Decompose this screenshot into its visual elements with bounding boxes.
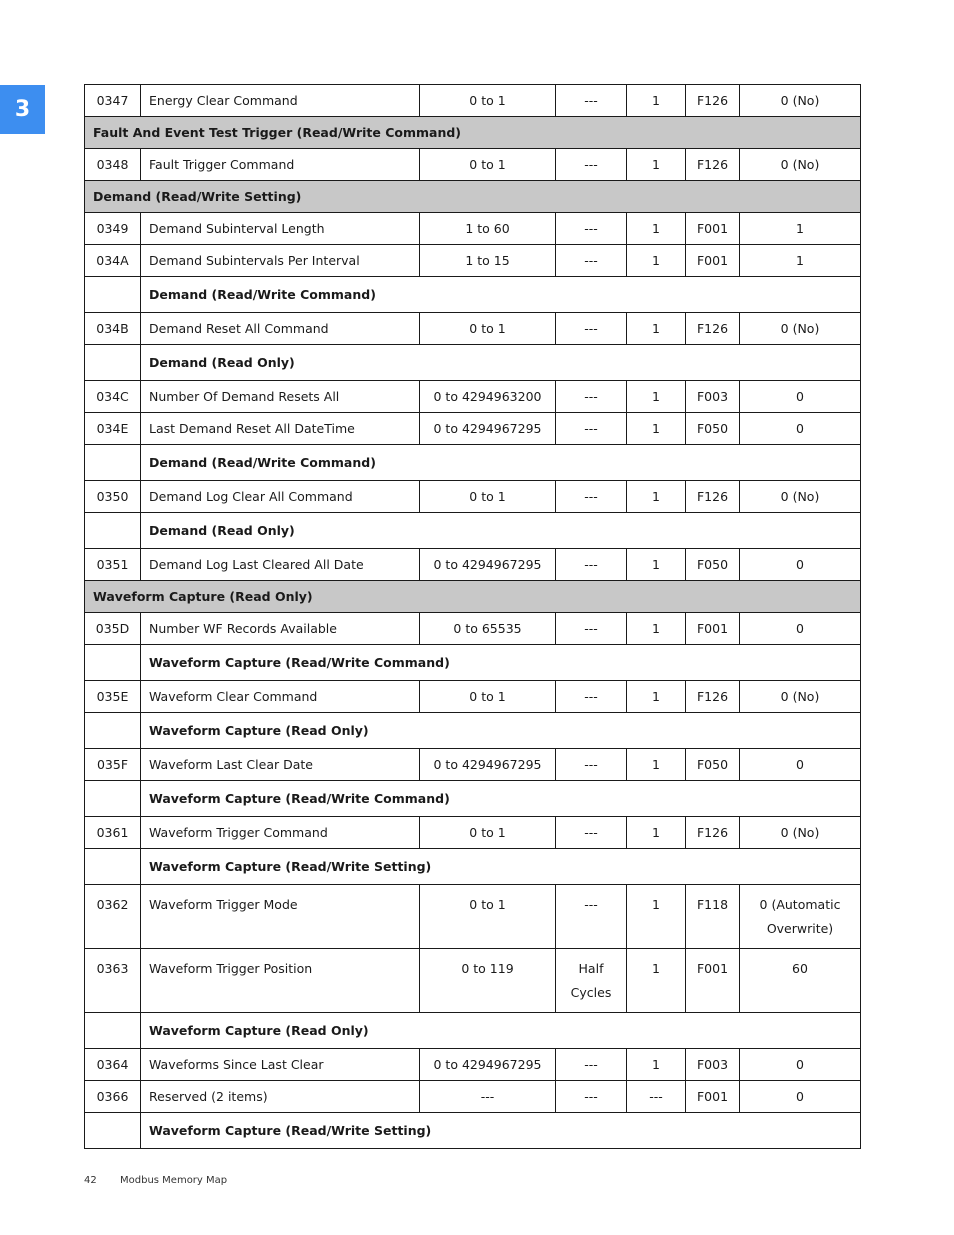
default-cell: 0 (Automatic Overwrite): [740, 885, 861, 949]
table-row: [85, 85, 861, 117]
description-cell: Waveforms Since Last Clear: [141, 1049, 420, 1081]
format-cell: F050: [686, 749, 740, 781]
subheader-label: Waveform Capture (Read/Write Setting): [141, 849, 861, 885]
units-cell: ---: [556, 245, 627, 277]
subheader-label: Waveform Capture (Read/Write Command): [141, 781, 861, 817]
default-cell: 0: [740, 1049, 861, 1081]
format-cell: F126: [686, 681, 740, 713]
subheader-label: Waveform Capture (Read Only): [141, 1013, 861, 1049]
description-cell: Number WF Records Available: [141, 613, 420, 645]
units-cell: ---: [556, 1049, 627, 1081]
default-cell: 0 (No): [740, 681, 861, 713]
address-cell: 0350: [85, 481, 141, 513]
step-cell: 1: [627, 149, 686, 181]
step-cell: 1: [627, 613, 686, 645]
units-cell: ---: [556, 481, 627, 513]
chapter-number: 3: [14, 97, 31, 122]
format-cell: F126: [686, 817, 740, 849]
range-cell: 0 to 1: [420, 85, 556, 117]
address-cell: 0366: [85, 1081, 141, 1113]
address-cell: 035F: [85, 749, 141, 781]
range-cell: ---: [420, 1081, 556, 1113]
description-cell: Waveform Trigger Mode: [141, 885, 420, 949]
description-cell: Fault Trigger Command: [141, 149, 420, 181]
group-header-label: Demand (Read/Write Setting): [85, 181, 861, 213]
default-cell: 0 (No): [740, 149, 861, 181]
address-cell: 035E: [85, 681, 141, 713]
address-cell: 034B: [85, 313, 141, 345]
page-number: 42: [84, 1175, 97, 1186]
format-cell: F050: [686, 549, 740, 581]
subheader-empty-cell: [85, 645, 141, 681]
description-cell: Demand Log Clear All Command: [141, 481, 420, 513]
description-cell: Reserved (2 items): [141, 1081, 420, 1113]
format-cell: F126: [686, 481, 740, 513]
units-cell: ---: [556, 885, 627, 949]
format-cell: F126: [686, 149, 740, 181]
range-cell: 0 to 4294963200: [420, 381, 556, 413]
table-row: [85, 213, 861, 245]
step-cell: 1: [627, 949, 686, 1013]
default-cell: 0: [740, 381, 861, 413]
subheader-row: [85, 513, 861, 549]
group-header-row: [85, 581, 861, 613]
units-cell: ---: [556, 213, 627, 245]
range-cell: 0 to 4294967295: [420, 1049, 556, 1081]
table-row: [85, 949, 861, 1013]
address-cell: 0349: [85, 213, 141, 245]
range-cell: 0 to 1: [420, 481, 556, 513]
units-cell: ---: [556, 613, 627, 645]
step-cell: 1: [627, 749, 686, 781]
step-cell: 1: [627, 481, 686, 513]
range-cell: 1 to 15: [420, 245, 556, 277]
address-cell: 035D: [85, 613, 141, 645]
format-cell: F001: [686, 245, 740, 277]
units-cell: ---: [556, 85, 627, 117]
table-row: [85, 549, 861, 581]
address-cell: 0361: [85, 817, 141, 849]
subheader-empty-cell: [85, 1113, 141, 1149]
step-cell: 1: [627, 313, 686, 345]
format-cell: F001: [686, 949, 740, 1013]
table-row: [85, 613, 861, 645]
format-cell: F118: [686, 885, 740, 949]
format-cell: F003: [686, 1049, 740, 1081]
units-cell: ---: [556, 1081, 627, 1113]
description-cell: Number Of Demand Resets All: [141, 381, 420, 413]
range-cell: 0 to 1: [420, 681, 556, 713]
address-cell: 0348: [85, 149, 141, 181]
format-cell: F126: [686, 85, 740, 117]
default-cell: 0 (No): [740, 313, 861, 345]
group-header-row: [85, 181, 861, 213]
description-cell: Energy Clear Command: [141, 85, 420, 117]
step-cell: 1: [627, 413, 686, 445]
subheader-row: [85, 781, 861, 817]
step-cell: 1: [627, 817, 686, 849]
address-cell: 034C: [85, 381, 141, 413]
subheader-row: [85, 277, 861, 313]
subheader-label: Demand (Read Only): [141, 513, 861, 549]
default-cell: 0: [740, 549, 861, 581]
format-cell: F001: [686, 1081, 740, 1113]
range-cell: 0 to 4294967295: [420, 413, 556, 445]
address-cell: 0364: [85, 1049, 141, 1081]
subheader-empty-cell: [85, 849, 141, 885]
range-cell: 0 to 1: [420, 817, 556, 849]
default-cell: 0 (No): [740, 817, 861, 849]
group-header-label: Waveform Capture (Read Only): [85, 581, 861, 613]
subheader-label: Demand (Read/Write Command): [141, 277, 861, 313]
subheader-label: Waveform Capture (Read/Write Command): [141, 645, 861, 681]
default-cell: 0: [740, 613, 861, 645]
description-cell: Waveform Last Clear Date: [141, 749, 420, 781]
table-row: [85, 1049, 861, 1081]
default-cell: 1: [740, 245, 861, 277]
description-cell: Demand Subintervals Per Interval: [141, 245, 420, 277]
table-row: [85, 381, 861, 413]
table-row: [85, 681, 861, 713]
default-cell: 60: [740, 949, 861, 1013]
table-row: [85, 885, 861, 949]
subheader-row: [85, 1113, 861, 1149]
range-cell: 0 to 1: [420, 313, 556, 345]
subheader-label: Waveform Capture (Read Only): [141, 713, 861, 749]
subheader-empty-cell: [85, 445, 141, 481]
range-cell: 0 to 119: [420, 949, 556, 1013]
table-row: [85, 245, 861, 277]
step-cell: 1: [627, 213, 686, 245]
address-cell: 0351: [85, 549, 141, 581]
address-cell: 0362: [85, 885, 141, 949]
subheader-row: [85, 1013, 861, 1049]
description-cell: Demand Subinterval Length: [141, 213, 420, 245]
range-cell: 0 to 1: [420, 149, 556, 181]
description-cell: Demand Reset All Command: [141, 313, 420, 345]
table-row: [85, 817, 861, 849]
address-cell: 0347: [85, 85, 141, 117]
subheader-row: [85, 849, 861, 885]
subheader-label: Demand (Read/Write Command): [141, 445, 861, 481]
step-cell: 1: [627, 1049, 686, 1081]
range-cell: 1 to 60: [420, 213, 556, 245]
step-cell: 1: [627, 681, 686, 713]
default-cell: 1: [740, 213, 861, 245]
table-row: [85, 413, 861, 445]
description-cell: Waveform Clear Command: [141, 681, 420, 713]
range-cell: 0 to 65535: [420, 613, 556, 645]
subheader-row: [85, 645, 861, 681]
range-cell: 0 to 4294967295: [420, 549, 556, 581]
units-cell: ---: [556, 749, 627, 781]
format-cell: F001: [686, 213, 740, 245]
range-cell: 0 to 1: [420, 885, 556, 949]
table-row: [85, 149, 861, 181]
units-cell: ---: [556, 381, 627, 413]
subheader-row: [85, 713, 861, 749]
table-row: [85, 481, 861, 513]
chapter-tab: [0, 85, 45, 134]
description-cell: Demand Log Last Cleared All Date: [141, 549, 420, 581]
step-cell: 1: [627, 549, 686, 581]
modbus-memory-map-table: [84, 84, 861, 1149]
units-cell: ---: [556, 681, 627, 713]
subheader-empty-cell: [85, 345, 141, 381]
default-cell: 0 (No): [740, 85, 861, 117]
step-cell: 1: [627, 885, 686, 949]
default-cell: 0: [740, 749, 861, 781]
step-cell: 1: [627, 381, 686, 413]
page-footer: [84, 1175, 227, 1186]
subheader-empty-cell: [85, 781, 141, 817]
description-cell: Waveform Trigger Command: [141, 817, 420, 849]
default-cell: 0: [740, 1081, 861, 1113]
units-cell: ---: [556, 549, 627, 581]
subheader-label: Waveform Capture (Read/Write Setting): [141, 1113, 861, 1149]
description-cell: Last Demand Reset All DateTime: [141, 413, 420, 445]
subheader-empty-cell: [85, 277, 141, 313]
default-cell: 0: [740, 413, 861, 445]
description-cell: Waveform Trigger Position: [141, 949, 420, 1013]
format-cell: F003: [686, 381, 740, 413]
units-cell: ---: [556, 149, 627, 181]
address-cell: 034E: [85, 413, 141, 445]
step-cell: 1: [627, 245, 686, 277]
subheader-empty-cell: [85, 1013, 141, 1049]
units-cell: Half Cycles: [556, 949, 627, 1013]
address-cell: 034A: [85, 245, 141, 277]
table-row: [85, 1081, 861, 1113]
section-title: Modbus Memory Map: [120, 1175, 228, 1186]
subheader-row: [85, 445, 861, 481]
group-header-label: Fault And Event Test Trigger (Read/Write Command): [85, 117, 861, 149]
units-cell: ---: [556, 313, 627, 345]
format-cell: F050: [686, 413, 740, 445]
subheader-label: Demand (Read Only): [141, 345, 861, 381]
subheader-empty-cell: [85, 713, 141, 749]
format-cell: F001: [686, 613, 740, 645]
default-cell: 0 (No): [740, 481, 861, 513]
table-body: [85, 85, 861, 1149]
units-cell: ---: [556, 817, 627, 849]
table-row: [85, 313, 861, 345]
table-row: [85, 749, 861, 781]
subheader-empty-cell: [85, 513, 141, 549]
group-header-row: [85, 117, 861, 149]
range-cell: 0 to 4294967295: [420, 749, 556, 781]
subheader-row: [85, 345, 861, 381]
format-cell: F126: [686, 313, 740, 345]
units-cell: ---: [556, 413, 627, 445]
step-cell: 1: [627, 85, 686, 117]
step-cell: ---: [627, 1081, 686, 1113]
address-cell: 0363: [85, 949, 141, 1013]
